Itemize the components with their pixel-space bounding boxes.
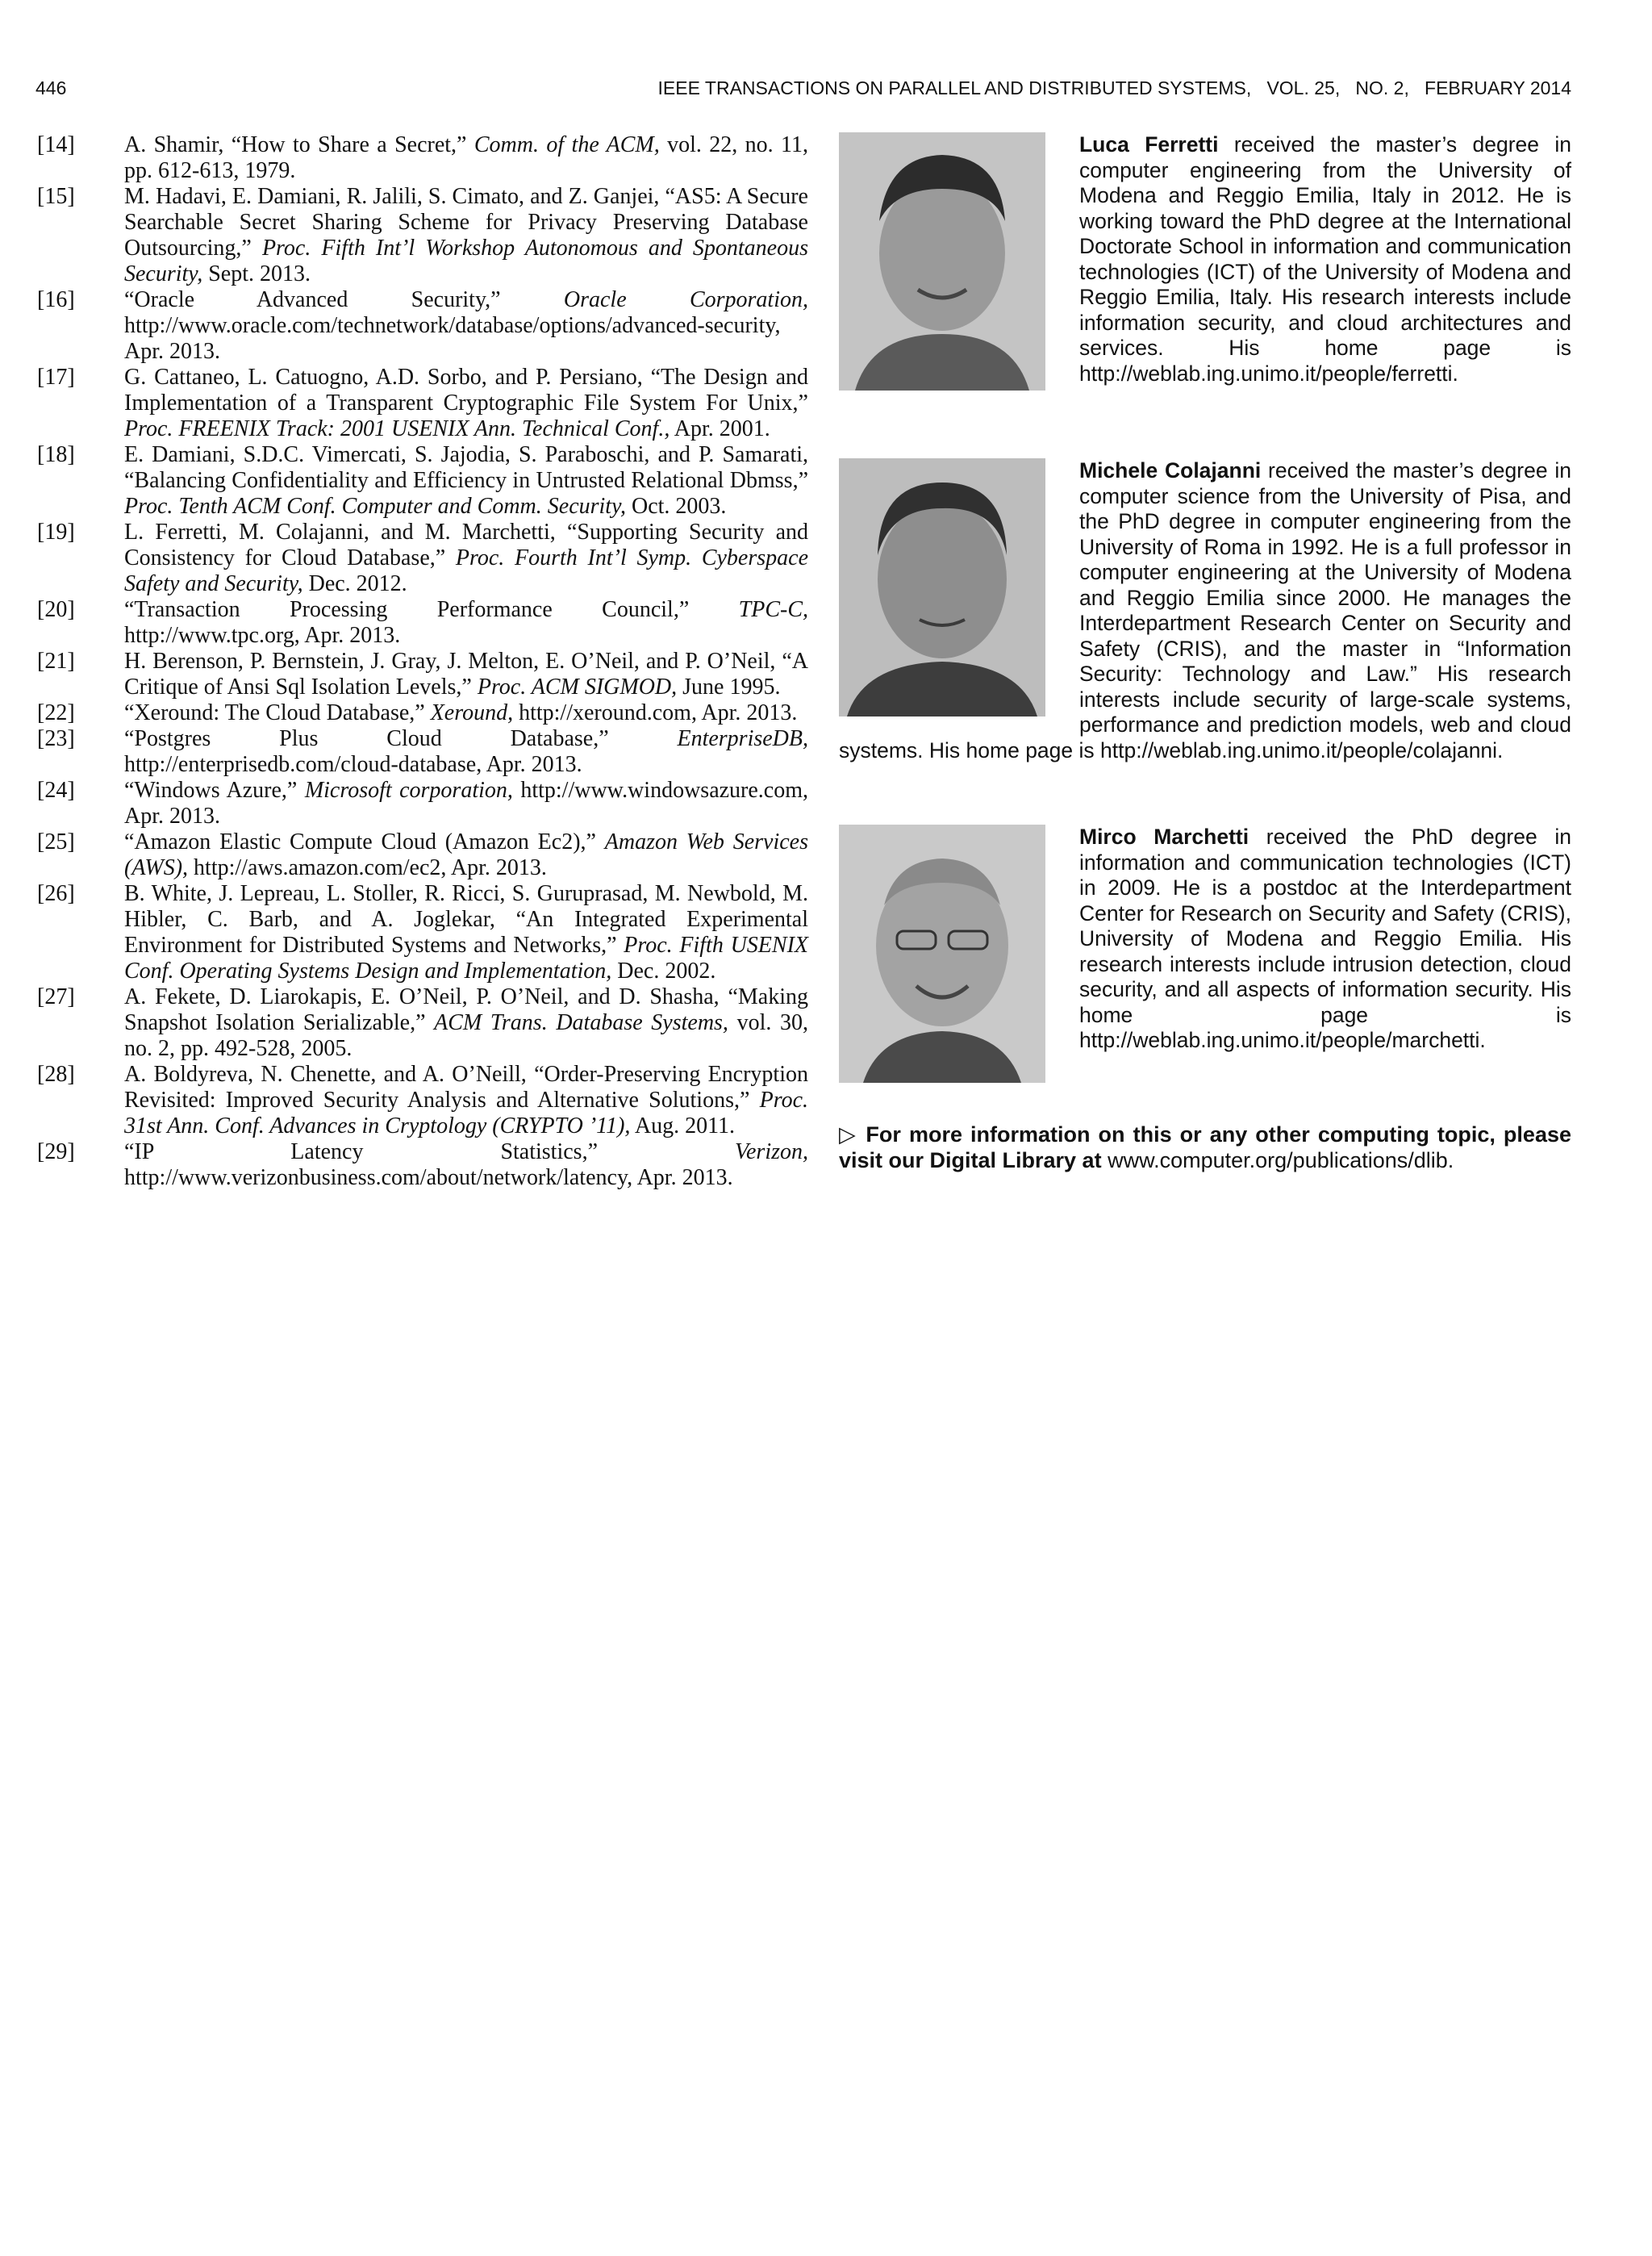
reference-item — [37, 649, 808, 700]
reference-authors-title: “Xeround: The Cloud Database,” — [124, 700, 431, 725]
reference-venue: Proc. Tenth ACM Conf. Computer and Comm. Security, — [124, 494, 626, 519]
reference-venue: Verizon, — [735, 1139, 808, 1164]
reference-venue: Proc. FREENIX Track: 2001 USENIX Ann. Technical Conf., — [124, 416, 670, 441]
reference-venue: Comm. of the ACM, — [473, 132, 660, 157]
reference-details: http://www.oracle.com/technetwork/database/options/advanced-security, Apr. 2013. — [124, 313, 781, 364]
bio-text: received the master’s degree in computer science from the University of Pisa, and the PhD degree in computer engineering from the University of Roma in 1992. He is a full professor in computer engineering at the University of Modena and Reggio Emilia since 2000. He manages the Interdepartment Research Center on Security and Safety (CRIS), and the master in “Information Security: Technology and Law.” His research interests include security of large-scale systems, performance and prediction models, web and cloud systems. His home page is http://weblab.ing.unimo.it/people/colajanni. — [839, 458, 1572, 762]
digital-library-note — [839, 1122, 1571, 1173]
bio-text: received the master’s degree in computer engineering from the University of Modena and Reggio Emilia, Italy in 2012. He is working toward the PhD degree at the International Doctorate School in information and communication technologies (ICT) of the University of Modena and Reggio Emilia, Italy. His research interests include information security, and cloud architectures and services. His home page is http://weblab.ing.unimo.it/people/ferretti. — [1079, 132, 1571, 386]
reference-authors-title: “Amazon Elastic Compute Cloud (Amazon Ec2),” — [124, 829, 605, 854]
reference-details: June 1995. — [677, 675, 781, 700]
bio-text: received the PhD degree in information and communication technologies (ICT) in 2009. He is a postdoc at the Interdepartment Center for Research on Security and Safety (CRIS), University of Modena and Reggio Emilia. His research interests include intrusion detection, cloud security, and all aspects of information security. His home page is http://weblab.ing.unimo.it/people/marchetti. — [1079, 825, 1571, 1052]
reference-venue: EnterpriseDB, — [677, 726, 808, 751]
reference-number: [20] — [37, 597, 75, 622]
reference-item — [37, 829, 808, 881]
reference-number: [29] — [37, 1139, 75, 1164]
references-list — [37, 132, 808, 1191]
reference-item — [37, 597, 808, 649]
reference-number: [23] — [37, 726, 75, 751]
reference-number: [19] — [37, 520, 75, 545]
reference-details: http://enterprisedb.com/cloud-database, Apr. 2013. — [124, 752, 582, 777]
reference-venue: Proc. Fifth USENIX Conf. Operating Systems Design and Implementation, — [124, 933, 808, 984]
reference-number: [14] — [37, 132, 75, 157]
reference-item — [37, 881, 808, 984]
reference-details: http://www.tpc.org, Apr. 2013. — [124, 623, 401, 648]
reference-details: Apr. 2001. — [670, 416, 770, 441]
journal-title: IEEE TRANSACTIONS ON PARALLEL AND DISTRIBUTED SYSTEMS, VOL. 25, NO. 2, FEBRUARY 2014 — [657, 77, 1571, 98]
reference-authors-title: A. Fekete, D. Liarokapis, E. O’Neil, P. O’Neil, and D. Shasha, “Making Snapshot Isolation Serializable,” — [124, 984, 808, 1035]
reference-authors-title: “IP Latency Statistics,” — [124, 1139, 735, 1164]
reference-authors-title: “Windows Azure,” — [124, 778, 305, 803]
reference-authors-title: “Transaction Processing Performance Council,” — [124, 597, 739, 622]
bio-name: Michele Colajanni — [1079, 458, 1262, 483]
reference-details: vol. 30, no. 2, pp. 492-528, 2005. — [124, 1010, 808, 1061]
reference-item — [37, 700, 808, 726]
reference-venue: Amazon Web Services (AWS), — [124, 829, 808, 880]
reference-item — [37, 365, 808, 442]
running-header — [35, 77, 1571, 110]
digital-library-url: www.computer.org/publications/dlib. — [1101, 1148, 1454, 1172]
reference-authors-title: L. Ferretti, M. Colajanni, and M. Marchetti, “Supporting Security and Consistency for Cloud Database,” — [124, 520, 808, 570]
digital-library-bold-text: For more information on this or any other computing topic, please visit our Digital Library at — [839, 1122, 1571, 1172]
reference-authors-title: G. Cattaneo, L. Catuogno, A.D. Sorbo, and P. Persiano, “The Design and Implementation of a Transparent Cryptographic File System For Unix,” — [124, 365, 808, 416]
reference-details: Aug. 2011. — [630, 1113, 736, 1138]
page-number: 446 — [35, 77, 67, 98]
reference-number: [22] — [37, 700, 75, 725]
bio-name: Luca Ferretti — [1079, 132, 1219, 157]
reference-number: [17] — [37, 365, 75, 390]
reference-venue: TPC-C, — [738, 597, 808, 622]
bio-name: Mirco Marchetti — [1079, 825, 1249, 849]
reference-venue: Proc. Fourth Int’l Symp. Cyberspace Safety and Security, — [124, 545, 808, 596]
reference-venue: Proc. 31st Ann. Conf. Advances in Cryptology (CRYPTO ’11), — [124, 1088, 808, 1138]
reference-authors-title: “Oracle Advanced Security,” — [124, 287, 564, 312]
reference-item — [37, 1139, 808, 1191]
reference-number: [25] — [37, 829, 75, 854]
reference-number: [15] — [37, 184, 75, 209]
reference-item — [37, 1062, 808, 1139]
reference-number: [16] — [37, 287, 75, 312]
reference-item — [37, 287, 808, 365]
reference-item — [37, 132, 808, 184]
reference-details: Sept. 2013. — [202, 261, 311, 286]
reference-number: [24] — [37, 778, 75, 803]
reference-item — [37, 984, 808, 1062]
author-photo-ferretti — [839, 132, 1045, 391]
bio-michele-colajanni — [839, 458, 1571, 763]
reference-venue: Oracle Corporation, — [563, 287, 808, 312]
reference-number: [18] — [37, 442, 75, 467]
reference-venue: Proc. Fifth Int’l Workshop Autonomous and Spontaneous Security, — [124, 236, 809, 286]
reference-details: http://www.verizonbusiness.com/about/network/latency, Apr. 2013. — [124, 1165, 733, 1190]
reference-authors-title: A. Boldyreva, N. Chenette, and A. O’Neill, “Order-Preserving Encryption Revisited: Improved Security Analysis and Alternative Solutions,” — [124, 1062, 808, 1113]
reference-number: [21] — [37, 649, 75, 674]
reference-item — [37, 184, 808, 287]
reference-number: [28] — [37, 1062, 75, 1087]
reference-authors-title: A. Shamir, “How to Share a Secret,” — [124, 132, 474, 157]
bio-mirco-marchetti — [839, 825, 1571, 1086]
reference-item — [37, 442, 808, 520]
reference-details: http://www.windowsazure.com, Apr. 2013. — [124, 778, 809, 829]
reference-details: vol. 22, no. 11, pp. 612-613, 1979. — [124, 132, 809, 183]
triangle-arrow-icon: ▷ — [839, 1122, 858, 1147]
reference-venue: Microsoft corporation, — [304, 778, 513, 803]
reference-number: [26] — [37, 881, 75, 906]
reference-details: Oct. 2003. — [625, 494, 727, 519]
reference-item — [37, 726, 808, 778]
bio-luca-ferretti — [839, 132, 1571, 394]
reference-venue: ACM Trans. Database Systems, — [434, 1010, 728, 1035]
reference-authors-title: E. Damiani, S.D.C. Vimercati, S. Jajodia, S. Paraboschi, and P. Samarati, “Balancing Confidentiality and Efficiency in Untrusted Relational Dbmss,” — [124, 442, 808, 493]
reference-item — [37, 778, 808, 829]
reference-number: [27] — [37, 984, 75, 1009]
reference-authors-title: H. Berenson, P. Bernstein, J. Gray, J. Melton, E. O’Neil, and P. O’Neil, “A Critique of Ansi Sql Isolation Levels,” — [124, 649, 808, 700]
reference-details: Dec. 2012. — [302, 571, 407, 596]
reference-details: http://aws.amazon.com/ec2, Apr. 2013. — [188, 855, 547, 880]
reference-item — [37, 520, 808, 597]
author-photo-colajanni — [839, 458, 1045, 716]
reference-authors-title: B. White, J. Lepreau, L. Stoller, R. Ricci, S. Guruprasad, M. Newbold, M. Hibler, C. Barb, and A. Joglekar, “An Integrated Experimental Environment for Distributed Systems and Networks,” — [124, 881, 808, 958]
reference-details: Dec. 2002. — [611, 959, 716, 984]
reference-venue: Xeround, — [430, 700, 514, 725]
reference-authors-title: “Postgres Plus Cloud Database,” — [124, 726, 678, 751]
reference-venue: Proc. ACM SIGMOD, — [477, 675, 678, 700]
reference-details: http://xeround.com, Apr. 2013. — [513, 700, 798, 725]
author-photo-marchetti — [839, 825, 1045, 1083]
reference-authors-title: M. Hadavi, E. Damiani, R. Jalili, S. Cimato, and Z. Ganjei, “AS5: A Secure Searchable Secret Sharing Scheme for Privacy Preserving Database Outsourcing,” — [124, 184, 808, 261]
